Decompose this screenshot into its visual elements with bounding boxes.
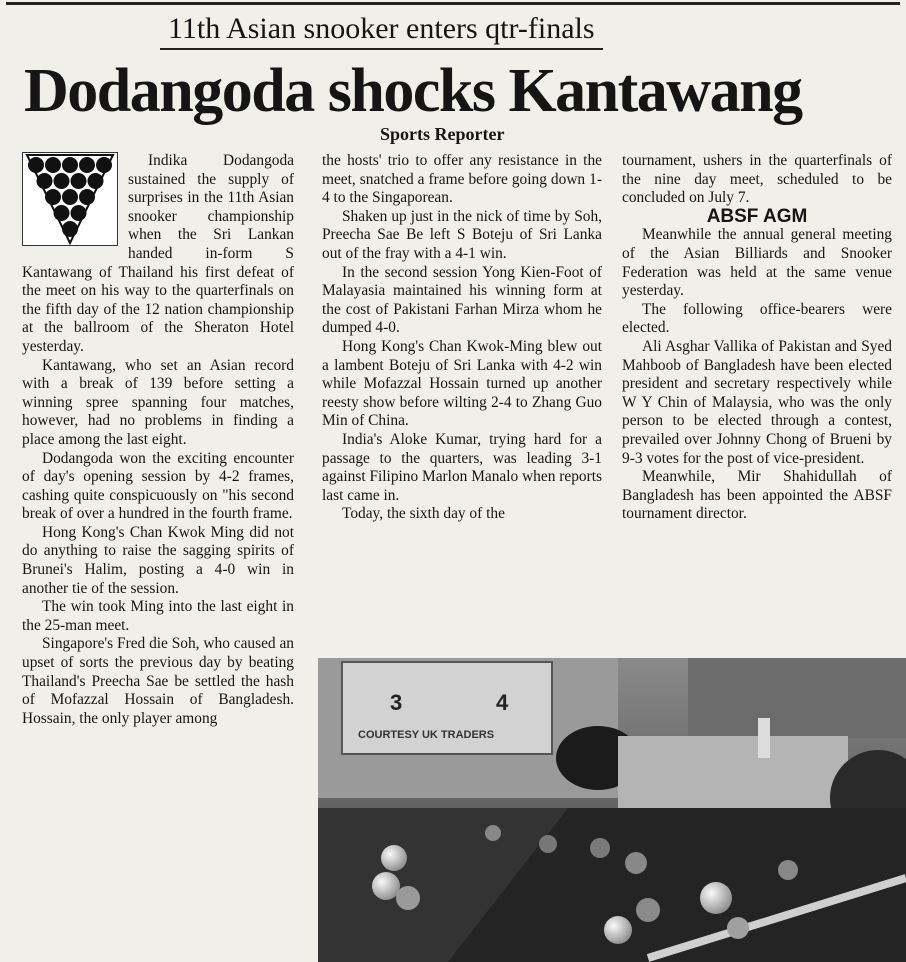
paragraph: the hosts' trio to offer any resistance in the meet, snatched a frame before going down 1-4 to the Singaporean. [322, 152, 602, 207]
paragraph: Dodangoda won the exciting encounter of day's opening session by 4-2 frames, cashing quite conspicuously on "his second break of over a hundred in the fourth frame. [22, 449, 294, 523]
scoreboard-caption: COURTESY UK TRADERS [358, 729, 495, 741]
paragraph: Today, the sixth day of the [342, 505, 505, 523]
scoreboard-right: 4 [496, 690, 509, 715]
paragraph: The following office-bearers were elected. [622, 300, 892, 337]
paragraph: Shaken up just in the nick of time by Soh, Preecha Sae Be left S Boteju of Sri Lanka out of the fray with a 4-1 win. [322, 207, 602, 262]
snooker-table-photo [318, 658, 906, 962]
article-kicker: 11th Asian snooker enters qtr-finals [160, 12, 603, 50]
paragraph: tournament, ushers in the quarterfinals of the nine day meet, scheduled to be concluded on July 7. [622, 152, 892, 207]
section-subhead: ABSF AGM [706, 205, 808, 227]
paragraph: Singapore's Fred die Soh, who caused an upset of sorts the previous day by beating Thailand's Preecha Sae be settled the hash of Mofazzal Hossain of Bangladesh. Hossain, the only player among [22, 635, 294, 727]
snooker-rack-icon [22, 152, 118, 246]
paragraph: Indika Dodangoda sustained the supply of surprises in the 11th Asian snooker championship when the Sri Lankan handed in-form S Kantawang of Thailand his first defeat of the meet on his way to the quarterfinals on the fifth day of the 12 nation championship at the ballroom of the Sheraton Hotel yesterday. [22, 152, 294, 355]
paragraph: The win took Ming into the last eight in the 25-man meet. [22, 598, 294, 634]
paragraph: Hong Kong's Chan Kwok-Ming blew out a lambent Boteju of Sri Lanka with 4-2 win while Mofazzal Hossain turned up another reesty show before wilting 2-4 to Zhang Guo Min of China. [322, 337, 602, 430]
paragraph: India's Aloke Kumar, trying hard for a passage to the quarters, was leading 3-1 against Filipino Marlon Manalo when reports last came in. [322, 430, 602, 504]
paragraph: Ali Asghar Vallika of Pakistan and Syed Mahboob of Bangladesh have been elected president and secretary respectively while W Y Chin of Malaysia, who was the only person to be elected through a contest, prevailed over Johnny Chong of Brueni by 9-3 votes for the post of vice-president. [622, 337, 892, 467]
column-3 [622, 152, 892, 524]
paragraph: Kantawang, who set an Asian record with a break of 139 before setting a winning spree spanning four matches, however, had no problems in finding a place among the last eight. [22, 356, 294, 448]
article-byline: Sports Reporter [380, 124, 505, 144]
paragraph: Hong Kong's Chan Kwok Ming did not do anything to raise the sagging spirits of Brunei's Halim, posting a 4-0 win in another tie of the session. [22, 523, 294, 597]
column-1 [22, 152, 294, 728]
article-headline: Dodangoda shocks Kantawang [24, 57, 802, 125]
paragraph: Meanwhile the annual general meeting of the Asian Billiards and Snooker Federation was held at the same venue yesterday. [622, 226, 892, 300]
paragraph: In the second session Yong Kien-Foot of Malayasia maintained his winning form at the cost of Pakistani Farhan Mirza whom he dumped 4-0. [322, 263, 602, 337]
scoreboard-left: 3 [390, 690, 403, 715]
top-rule [6, 2, 900, 5]
column-2 [322, 152, 602, 524]
paragraph: Meanwhile, Mir Shahidullah of Bangladesh has been appointed the ABSF tournament director. [622, 468, 892, 523]
